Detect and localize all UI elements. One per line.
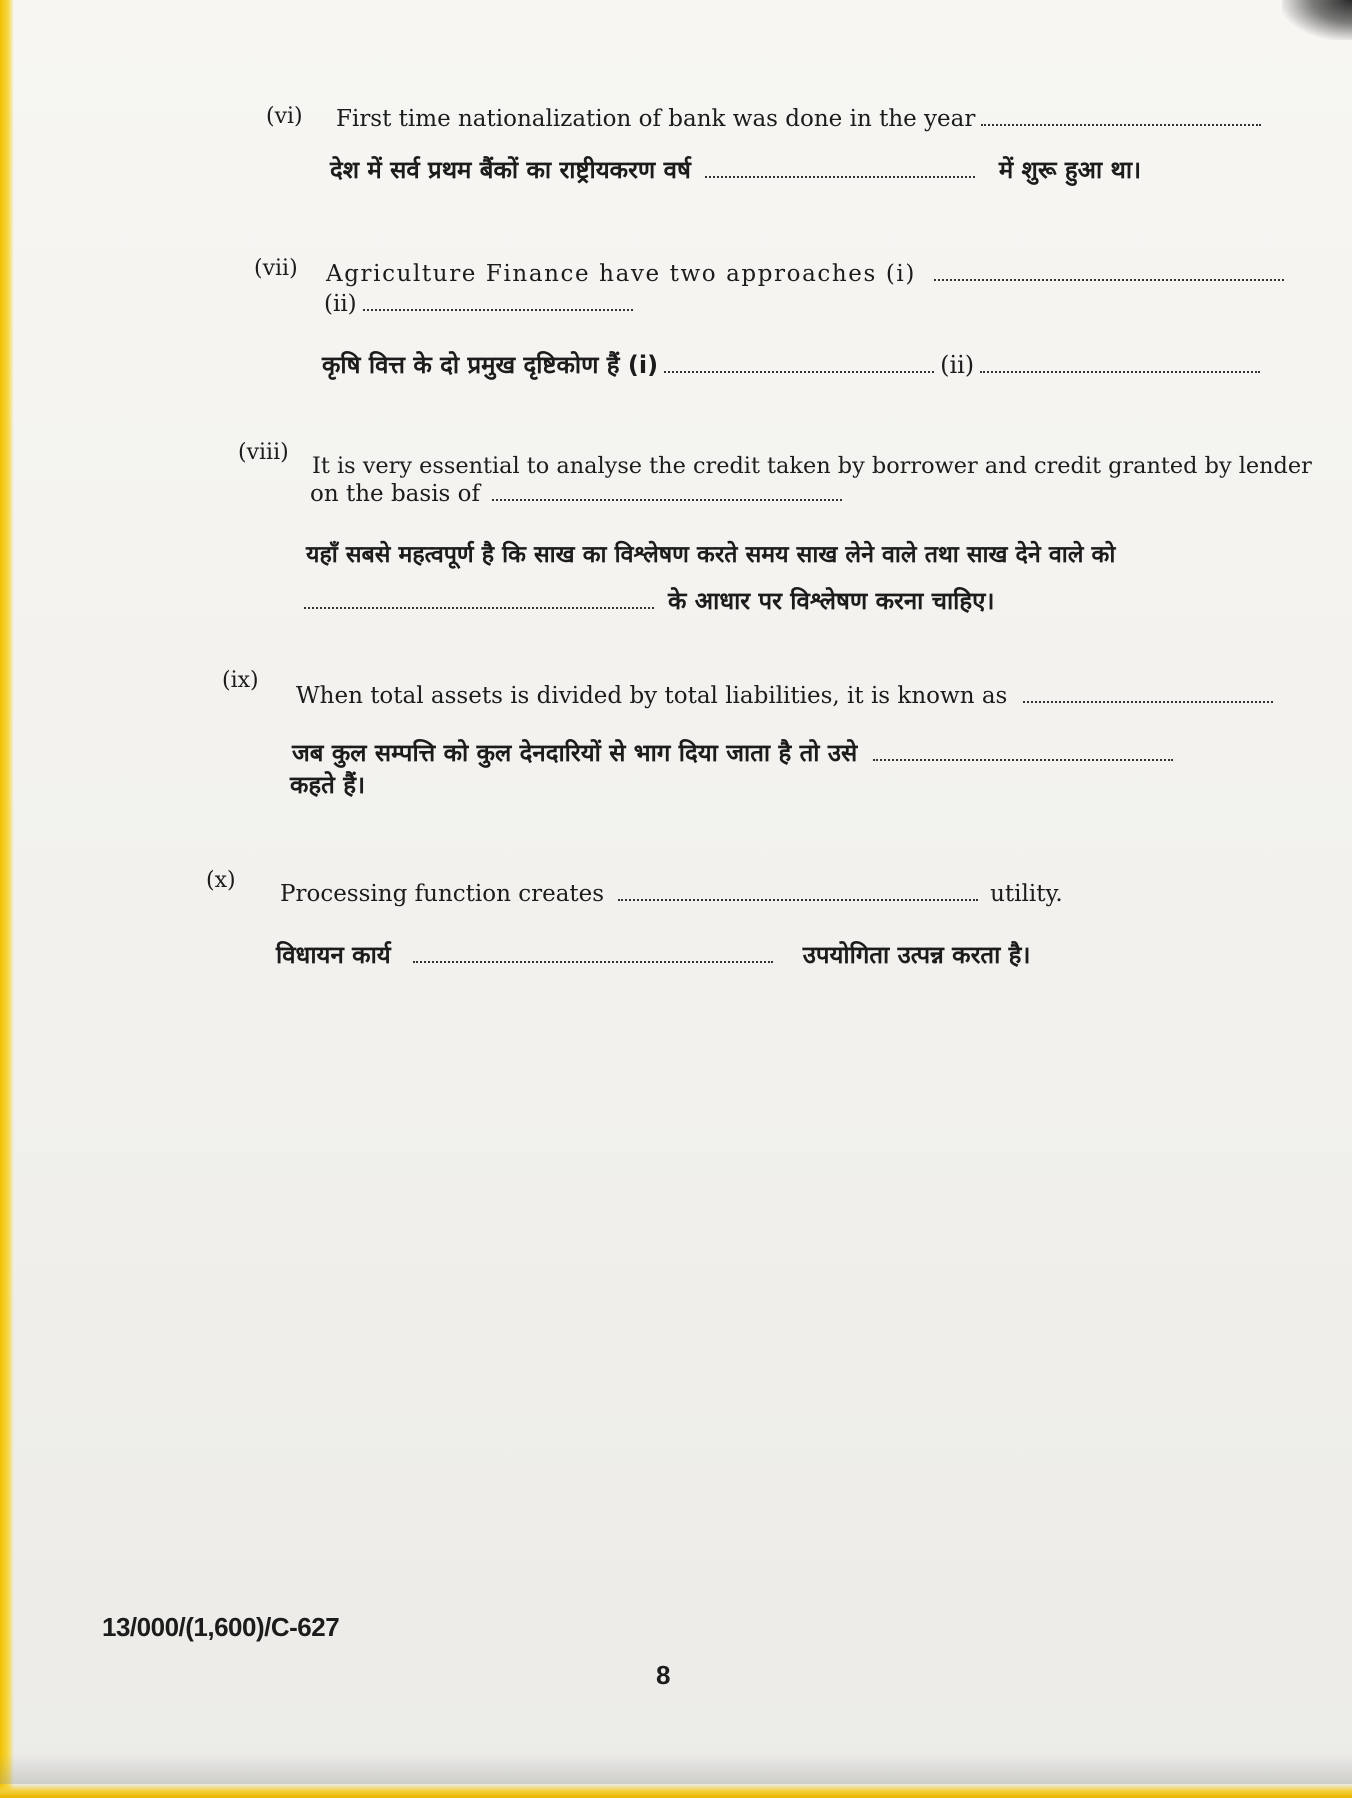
paper-code: 13/000/(1,600)/C-627: [102, 1612, 340, 1642]
answer-blank[interactable]: [413, 960, 773, 963]
question-text-hi-2: कहते हैं।: [290, 771, 366, 799]
paper-edge-left: [0, 0, 14, 1798]
question-text-hi: विधायन कार्य उपयोगिता उत्पन्न करता है।: [276, 941, 1031, 969]
corner-shadow: [1282, 0, 1352, 40]
answer-blank[interactable]: [492, 498, 842, 501]
question-number: (vii): [254, 256, 298, 281]
answer-blank[interactable]: [363, 308, 633, 311]
question-text-hi: यहाँ सबसे महत्वपूर्ण है कि साख का विश्लेषण करते समय साख लेने वाले तथा साख देने वाले को: [306, 541, 1116, 568]
question-text-en-2: (ii): [324, 290, 639, 319]
question-text-en: Agriculture Finance have two approaches (i): [326, 260, 1290, 289]
answer-blank[interactable]: [304, 606, 654, 609]
answer-blank[interactable]: [618, 898, 978, 901]
question-text-en: Processing function creates utility.: [280, 881, 1063, 907]
question-number: (ix): [222, 668, 259, 693]
question-text-en: First time nationalization of bank was done in the year: [336, 105, 1267, 134]
question-text-en-2: on the basis of: [310, 480, 848, 509]
question-text-en: It is very essential to analyse the credit taken by borrower and credit granted by lender: [312, 453, 1312, 479]
question-text-hi: देश में सर्व प्रथम बैंकों का राष्ट्रीयकरण वर्ष में शुरू हुआ था।: [330, 156, 1142, 184]
answer-blank[interactable]: [934, 278, 1284, 281]
paper-edge-bottom: [0, 1784, 1352, 1798]
page-number: 8: [656, 1660, 671, 1690]
answer-blank[interactable]: [981, 123, 1261, 126]
question-number: (x): [206, 868, 236, 893]
question-text-hi: कृषि वित्त के दो प्रमुख दृष्टिकोण हैं (i) (ii): [322, 350, 1266, 380]
question-text-hi-2: के आधार पर विश्लेषण करना चाहिए।: [304, 586, 995, 616]
question-number: (viii): [238, 440, 289, 465]
question-text-en: When total assets is divided by total liabilities, it is known as: [296, 682, 1279, 711]
question-text-hi: जब कुल सम्पत्ति को कुल देनदारियों से भाग दिया जाता है तो उसे: [292, 738, 1179, 768]
answer-blank[interactable]: [664, 370, 934, 373]
answer-blank[interactable]: [1023, 700, 1273, 703]
question-number: (vi): [266, 104, 303, 129]
bottom-shadow: [0, 1754, 1352, 1784]
answer-blank[interactable]: [705, 175, 975, 178]
answer-blank[interactable]: [980, 370, 1260, 373]
answer-blank[interactable]: [873, 758, 1173, 761]
